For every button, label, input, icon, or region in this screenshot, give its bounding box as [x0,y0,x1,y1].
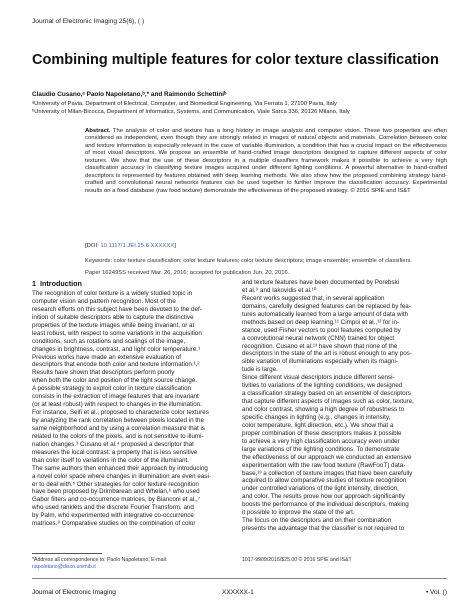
footnote-divider [32,553,102,554]
right-column-line: The focus on the descriptors and on their combination [242,517,392,525]
left-column-line: who used ranklets and the discrete Fourier Transform, and [32,504,194,512]
right-column-line: descriptors in the state of the art is robust enough to any pos- [242,350,412,358]
right-column-line: specific changes in lighting (e.g., changes in intensity, [242,413,391,421]
right-column-line: and color contrast, showing a high degree of robustness to [242,406,405,413]
right-column-line: experimentation with the raw food texture (RawFooT) data- [242,461,406,469]
footnote-text: *Address all correspondence to: Paolo Napoletano, E-mail: [32,557,168,563]
paper-title: Combining multiple features for color texture classification [32,52,439,68]
left-column-line: when both the color and position of the light source change. [32,377,198,385]
left-column-line: than color itself to variations in the color of the illuminant. [32,456,190,464]
right-column-line: it possible to improve the state of the art. [242,509,355,517]
correspondence-footnote [32,557,232,571]
left-column-line: er to deal with.⁵ Other strategies for color texture recognition [32,480,199,488]
left-column-line: same neighborhood and by using a correlation measure that is [32,424,206,432]
right-column-line: base,¹³ a collection of texture images that have been carefully [242,469,413,477]
left-column-line: properties of the texture images while being invariant, or at [32,321,195,329]
right-column-line: large variations of the lighting conditions. To demonstrate [242,445,400,453]
right-column-line: under controlled variations of the light intensity, direction, [242,485,399,493]
left-column-line: by analyzing the rank correlation between pixels located in the [32,417,204,424]
right-column-line: methods based on deep learning.¹¹ Cimpoi et al.,¹² for in- [242,318,400,326]
right-column-line: and texture features have been documented by Porebski [242,279,400,286]
footer-divider [32,578,447,579]
right-column-line: sible variation of illuminations especially when its magni- [242,358,398,366]
left-column-line: computer vision and pattern recognition. Most of the [32,297,176,305]
left-column-line: have been proposed by Drimbarean and Whelan,⁶ who used [32,488,200,496]
right-column-body [242,279,447,533]
doi-line [85,243,176,249]
right-column-line: proper combination of these descriptors makes it possible [242,429,402,437]
left-column-line: nation changes.³ Cusano et al.⁴ proposed a descriptor that [32,440,194,448]
right-column-line: a classification strategy based on an ensemble of descriptors [242,390,411,398]
affiliation-a: ᵃUniversity of Pavia, Department of Electrical, Computer, and Biomedical Engineering, Via Ferrata 1, 27100 Pavia, Italy [32,101,337,107]
right-column-line: acquired to allow comparative studies of texture recognition [242,477,407,485]
left-column-line: The recognition of color texture is a widely studied topic in [32,290,193,297]
author-list: Claudio Cusano,ᵃ Paolo Napoletano,ᵇ,* and Raimondo Schettiniᵇ [32,91,227,98]
doi-suffix: ] [174,243,176,249]
abstract [85,128,447,195]
left-column-line: research efforts on this subject have been devoted to the def- [32,305,202,313]
doi-link[interactable]: 10.1117/1.JEI.25.6.XXXXXX [100,243,175,249]
abstract-text: The analysis of color and texture has a long history in image analysis and computer vision. These two properties are often considered as independent, even though they are strongly related in images of natural objects and materials. Correlation between color and texture information is especially relevant in the case of variable illumination, a condition that has a crucial impact on the effectiveness of most visual descriptors. We propose an ensemble of hand-crafted image descriptors designed to capture different aspects of color textures. We show that the use of these descriptors in a multiple classifiers framework makes it possible to achieve a very high classification accuracy in classifying texture images acquired under different lighting conditions. A powerful alternative to hand-crafted descriptors is represented by features obtained with deep learning methods. We also show how the proposed combining strategy hand-crafted and convolutional neural networks features can be used together to further improve the classification accuracy. Experimental results on a food database (raw food texture) demonstrate the effectiveness of the proposed strategy. [85,128,447,194]
left-column-line: A possible strategy to exploit color in texture classification [32,385,192,393]
right-column-line: the effectiveness of our approach we conducted an extensive [242,453,412,461]
section-number: 1 [32,279,36,288]
abstract-label: Abstract. [85,128,111,134]
right-column-line: a convolutional neural network (CNN) trained for object [242,334,395,342]
right-column-line: domains, carefully designed features can be replaced by fea- [242,302,411,310]
right-column-line: tures automatically learned from a large amount of data with [242,310,409,318]
left-column-line: a novel color space where changes in illumination are even easi- [32,472,211,480]
left-column-line: For instance, Seifi et al., proposed to characterize color textures [32,409,209,417]
right-column-line: boosts the performance of the individual descriptors, making [242,501,409,509]
left-column-line: conditions, such as rotations and scalings of the image, [32,337,186,345]
footnote-email-link[interactable]: napoletano@disco.unimib.it [32,563,96,570]
right-column-line: Recent works suggested that, in several application [242,294,385,302]
right-column-line: and color. The results prove how our approach significantly [242,493,405,501]
right-column-line: tude is large. [242,366,278,374]
section-title: Introduction [40,279,82,288]
affiliation-b: ᵇUniversity of Milan-Bicocca, Department of Informatics, Systems, and Communication, Viale Sarca 336, 20126 Milano, Italy [32,109,350,115]
left-column-line: consists in the extraction of image features that are invariant [32,393,199,401]
right-column-line: that capture different aspects of images such as color, texture, [242,398,414,406]
left-column-line: Results have shown that descriptors perform poorly [32,369,175,377]
left-column-line: by Palm, who experimented with integrative co-occurrence [32,512,194,520]
journal-issue-header: Journal of Electronic Imaging 25(6), ( ) [32,18,145,25]
copyright-note: © 2016 SPIE and IS&T [350,187,411,194]
right-column-line: tivities to variations of the lighting conditions, we designed [242,382,403,390]
left-column-body [32,290,232,528]
right-column-line: Since different visual descriptors induce different sensi- [242,374,395,382]
right-column-line: stance, used Fisher vectors to pool features computed by [242,326,401,334]
left-column-line: measures the local contrast: a property that is less sensitive [32,448,198,456]
left-column-line: The same authors then enhanced their approach by introducing [32,464,208,472]
footer-volume: • Vol. () [425,589,447,596]
left-column-line: matrices.⁸ Comparative studies on the combination of color [32,520,196,528]
keywords: Keywords: color texture classification; color texture features; color texture descriptors; image ensemble; ensemble of classifiers. [85,258,413,264]
left-column-line: least robust, with respect to some variations in the acquisition [32,329,202,337]
left-column-line: Previous works have made an extensive evaluation of [32,353,182,361]
footer-journal-name: Journal of Electronic Imaging [32,589,116,596]
right-column-line: et al.⁹ and Iakovidis et al.¹⁰ [242,286,317,294]
left-column-line: descriptors that encode both color and texture information.¹,² [32,361,200,369]
left-column-line: changes in brightness, contrast, and light color temperature.¹ [32,345,201,353]
left-column-line: related to the colors of the pixels, and is not sensitive to illumi- [32,432,204,440]
doi-prefix: [DOI: [85,243,101,249]
footer-page-number: XXXXXX-1 [222,589,254,596]
right-column-line: color temperature, light direction, etc.). We show that a [242,421,394,429]
right-column-line: recognition. Cusano et al.¹³ have shown that none of the [242,342,398,350]
right-column-line: to achieve a very high classification accuracy even under [242,437,400,445]
right-column-line: presents the advantage that the classifier is not required to [242,525,405,533]
left-column-line: (or at least robust) with respect to changes in the illumination. [32,401,202,409]
issn-note: 1017-9909/2016/$25.00 © 2016 SPIE and IS&T [242,557,352,563]
paper-received-info: Paper 16249SS received Mar. 26, 2016; accepted for publication Jun. 20, 2016. [85,270,290,276]
section-heading [32,279,82,288]
left-column-line: Gabor filters and co-occurrence matrices, by Bianconi et al.,⁷ [32,496,200,504]
left-column-line: inition of suitable descriptors able to capture the distinctive [32,313,194,321]
